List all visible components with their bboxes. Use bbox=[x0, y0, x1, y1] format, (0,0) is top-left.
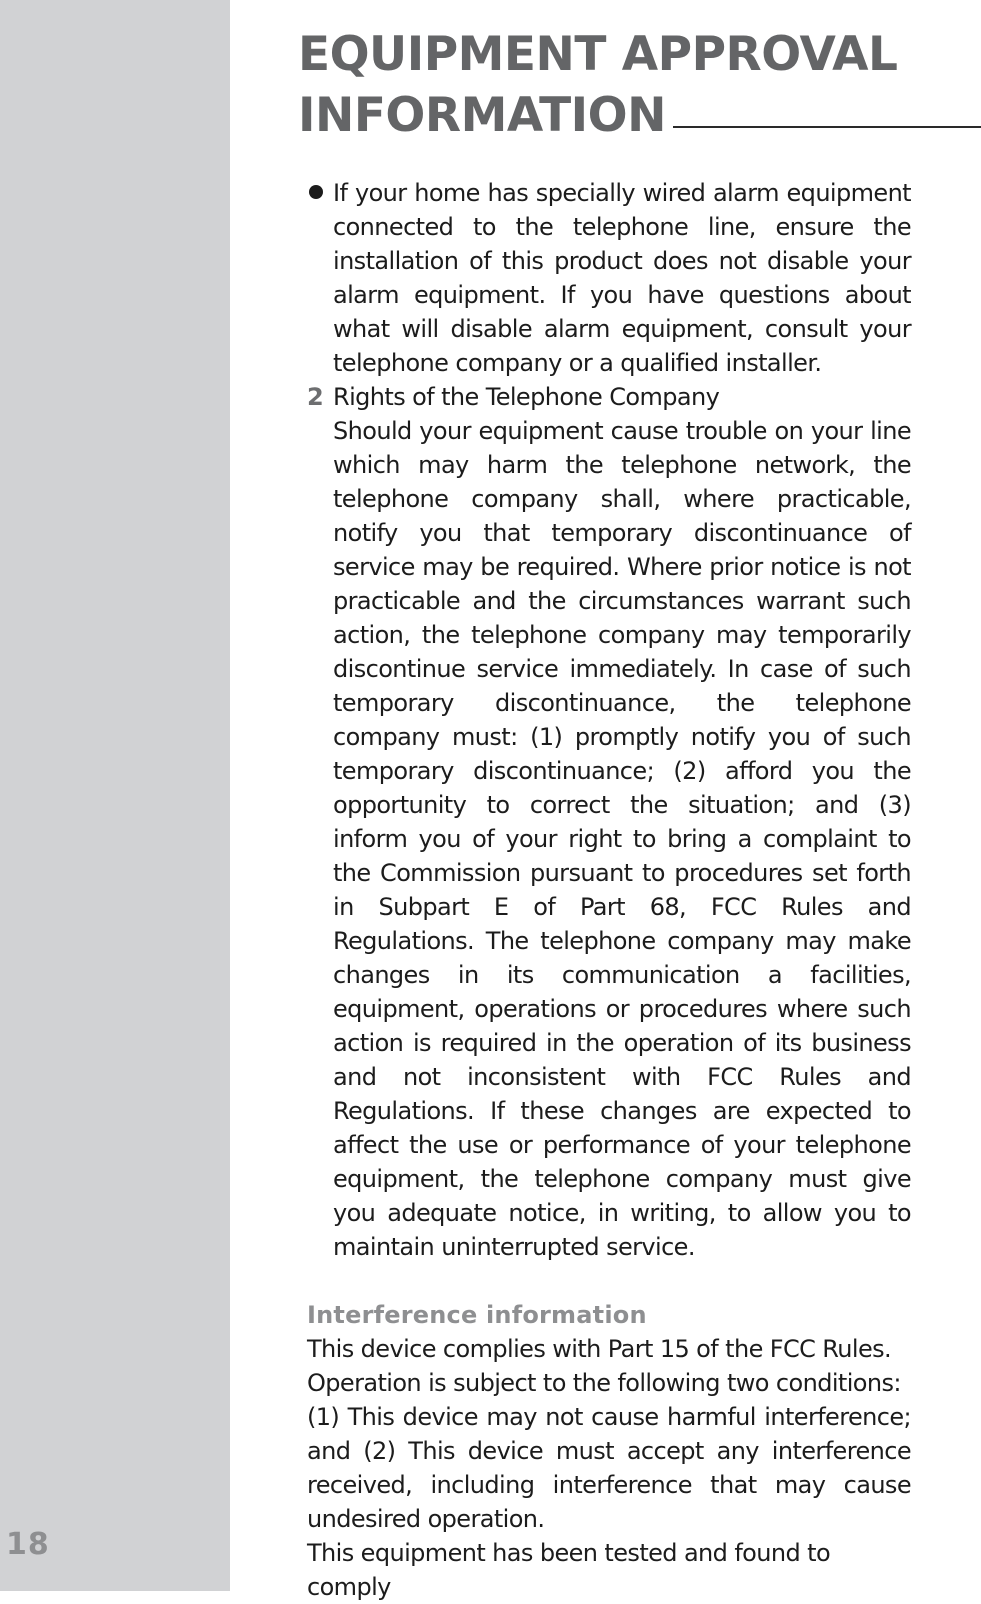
title-underline-rule bbox=[673, 126, 981, 128]
section-rights bbox=[307, 380, 911, 1264]
interference-line1: This device complies with Part 15 of the FCC Rules. bbox=[307, 1335, 892, 1363]
document-body bbox=[307, 176, 911, 1604]
section-title: Rights of the Telephone Company bbox=[333, 383, 720, 411]
bullet-dot-icon bbox=[309, 185, 323, 199]
page-title-line1: EQUIPMENT APPROVAL bbox=[298, 27, 898, 82]
section-body: Should your equipment cause trouble on your line which may harm the telephone network, the telephone company shall, where practicable, notify you that temporary discontinuance of service may be required. Where prior notice is not practicable and the circumstances warrant such action, the telephone company may temporarily discontinue service immediately. In case of such temporary discontinuance, the telephone company must: (1) promptly notify you of such temporary discontinuance; (2) afford you the opportunity to correct the situation; and (3) inform you of your right to bring a complaint to the Commission pursuant to procedures set forth in Subpart E of Part 68, FCC Rules and Regulations. The telephone company may make changes in its communication a facilities, equipment, operations or procedures where such action is required in the operation of its business and not inconsistent with FCC Rules and Regulations. If these changes are expected to affect the use or performance of your telephone equipment, the telephone company must give you adequate notice, in writing, to allow you to maintain uninterrupted service. bbox=[333, 417, 911, 1261]
bullet-item-alarm bbox=[307, 176, 911, 380]
interference-heading: Interference information bbox=[307, 1301, 647, 1329]
interference-last-line: This equipment has been tested and found to comply bbox=[307, 1539, 831, 1601]
interference-paragraph: (1) This device may not cause harmful interference; and (2) This device must accept any interference received, including interference that may cause undesired operation. bbox=[307, 1403, 911, 1533]
bullet-text: If your home has specially wired alarm equipment connected to the telephone line, ensure the installation of this product does not disable your alarm equipment. If you have questions about what will disable alarm equipment, consult your telephone company or a qualified installer. bbox=[333, 179, 911, 377]
page-number: 18 bbox=[6, 1527, 50, 1562]
section-number: 2 bbox=[307, 383, 324, 411]
interference-line2: Operation is subject to the following two conditions: bbox=[307, 1369, 901, 1397]
page-title-line2: INFORMATION bbox=[298, 88, 666, 143]
left-margin-band bbox=[0, 0, 230, 1591]
